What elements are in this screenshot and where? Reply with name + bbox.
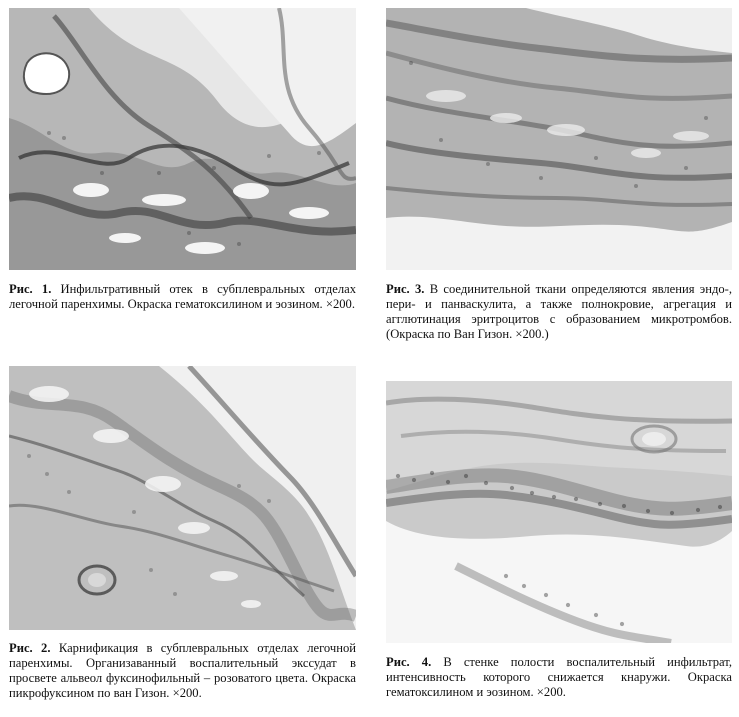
figure-2-caption-text: Карнификация в субплевральных отделах легочной паренхимы. Организаванный воспалительный экссудат в просвете альвеол фуксинофильный – розоватого цвета. Окраска пикрофуксином по ван Гизон. ×200.	[9, 641, 357, 700]
figure-1-micrograph	[9, 8, 356, 270]
figure-1-caption	[9, 282, 356, 312]
figure-2-label: Рис. 2.	[9, 641, 51, 655]
figure-4-caption	[386, 655, 732, 700]
figure-4-caption-text: В стенке полости воспалительный инфильтрат, интенсивность которого снижается кнаружи. Окраска гематоксилином и эозином. ×200.	[386, 655, 732, 699]
figure-3-caption	[386, 282, 732, 342]
figure-4-label: Рис. 4.	[386, 655, 432, 669]
figure-2-micrograph	[9, 366, 356, 630]
figure-3-micrograph	[386, 8, 732, 270]
figure-4-micrograph	[386, 381, 732, 643]
figure-4-micrograph-graphic	[386, 381, 732, 643]
figure-1-label: Рис. 1.	[9, 282, 52, 296]
figure-2-micrograph-graphic	[9, 366, 356, 630]
figure-1-micrograph-graphic	[9, 8, 356, 270]
figure-3-label: Рис. 3.	[386, 282, 425, 296]
figure-1-caption-text: Инфильтративный отек в субплевральных отделах легочной паренхимы. Окраска гематоксилином и эозином. ×200.	[9, 282, 356, 311]
figure-3-micrograph-graphic	[386, 8, 732, 270]
figure-2-caption	[9, 641, 356, 701]
figure-3-caption-text: В соединительной ткани определяются явления эндо-, пери- и панваскулита, а также полнокровие, агрегация и агглютинация эритроцитов с образованием микротромбов. (Окраска по Ван Гизон. ×200.)	[386, 282, 733, 341]
